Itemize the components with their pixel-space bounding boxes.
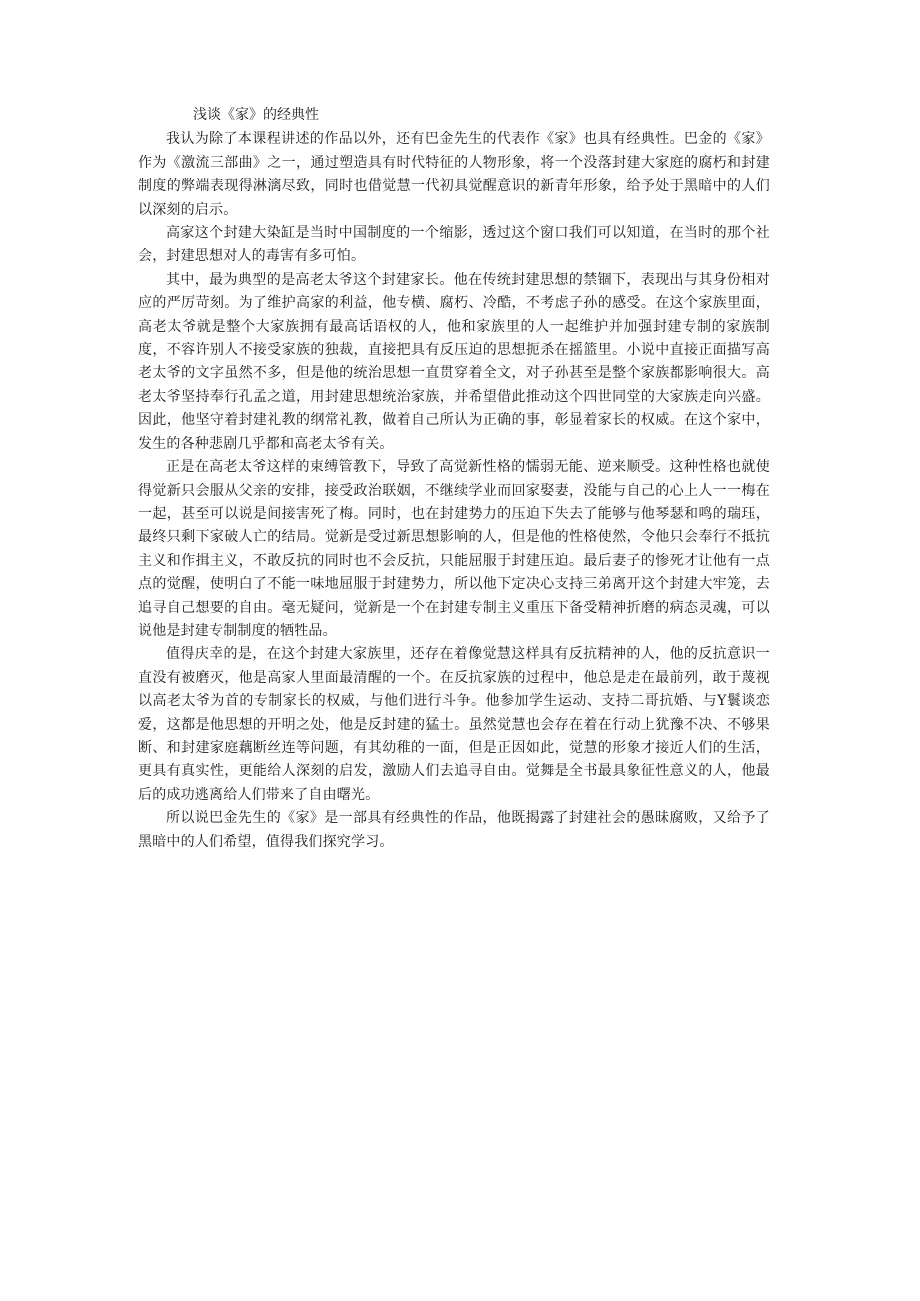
- paragraph-2: 高家这个封建大染缸是当时中国制度的一个缩影，透过这个窗口我们可以知道，在当时的那个社会，封建思想对人的毒害有多可怕。: [138, 225, 770, 265]
- paragraph-6: 所以说巴金先生的《家》是一部具有经典性的作品，他既揭露了封建社会的愚昧腐败，又给予了黑暗中的人们希望，值得我们探究学习。: [138, 810, 770, 850]
- paragraph-3: 其中，最为典型的是高老太爷这个封建家长。他在传统封建思想的禁锢下，表现出与其身份相对应的严厉苛刻。为了维护高家的利益，他专横、腐朽、冷酷，不考虑子孙的感受。在这个家族里面，高老太爷就是整个大家族拥有最高话语权的人，他和家族里的人一起维护并加强封建专制的家族制度，不容许别人不接受家族的独裁，直接把具有反压迫的思想扼杀在摇篮里。小说中直接正面描写高老太爷的文字虽然不多，但是他的统治思想一直贯穿着全文，对子孙甚至是整个家族都影响很大。高老太爷坚持奉行孔孟之道，用封建思想统治家族，并希望借此推动这个四世同堂的大家族走向兴盛。因此，他坚守着封建礼教的纲常礼教，做着自己所认为正确的事，彰显着家长的权威。在这个家中，发生的各种悲剧几乎都和高老太爷有关。: [138, 271, 770, 452]
- document-page: [138, 104, 770, 854]
- paragraph-4: 正是在高老太爷这样的束缚管教下，导致了高觉新性格的懦弱无能、逆来顺受。这种性格也就使得觉新只会服从父亲的安排，接受政治联姻，不继续学业而回家娶妻，没能与自己的心上人一一梅在一起，甚至可以说是间接害死了梅。同时，也在封建势力的压迫下失去了能够与他琴瑟和鸣的瑞珏，最终只剩下家破人亡的结局。觉新是受过新思想影响的人，但是他的性格使然，令他只会奉行不抵抗主义和作揖主义，不敢反抗的同时也不会反抗，只能屈服于封建压迫。最后妻子的惨死才让他有一点点的觉醒，使明白了不能一味地屈服于封建势力，所以他下定决心支持三弟离开这个封建大牢笼，去追寻自己想要的自由。毫无疑问，觉新是一个在封建专制主义重压下备受精神折磨的病态灵魂，可以说他是封建专制制度的牺牲品。: [138, 459, 770, 639]
- paragraph-5: 值得庆幸的是，在这个封建大家族里，还存在着像觉慧这样具有反抗精神的人，他的反抗意识一直没有被磨灭，他是高家人里面最清醒的一个。在反抗家族的过程中，他总是走在最前列，敢于蔑视以高老太爷为首的专制家长的权威，与他们进行斗争。他参加学生运动、支持二哥抗婚、与Y鬟谈恋爱，这都是他思想的开明之处，他是反封建的猛士。虽然觉慧也会存在着在行动上犹豫不决、不够果断、和封建家庭藕断丝连等问题，有其幼稚的一面，但是正因如此，觉慧的形象才接近人们的生活，更具有真实性，更能给人深刻的启发，激励人们去追寻自由。觉舞是全书最具象征性意义的人，他最后的成功逃离给人们带来了自由曙光。: [138, 646, 770, 803]
- paragraph-1: 我认为除了本课程讲述的作品以外，还有巴金先生的代表作《家》也具有经典性。巴金的《家》作为《激流三部曲》之一，通过塑造具有时代特征的人物形象，将一个没落封建大家庭的腐朽和封建制度的弊端表现得淋漓尽致，同时也借觉慧一代初具觉醒意识的新青年形象，给予处于黑暗中的人们以深刻的启示。: [138, 131, 770, 218]
- document-title: 浅谈《家》的经典性: [193, 107, 319, 123]
